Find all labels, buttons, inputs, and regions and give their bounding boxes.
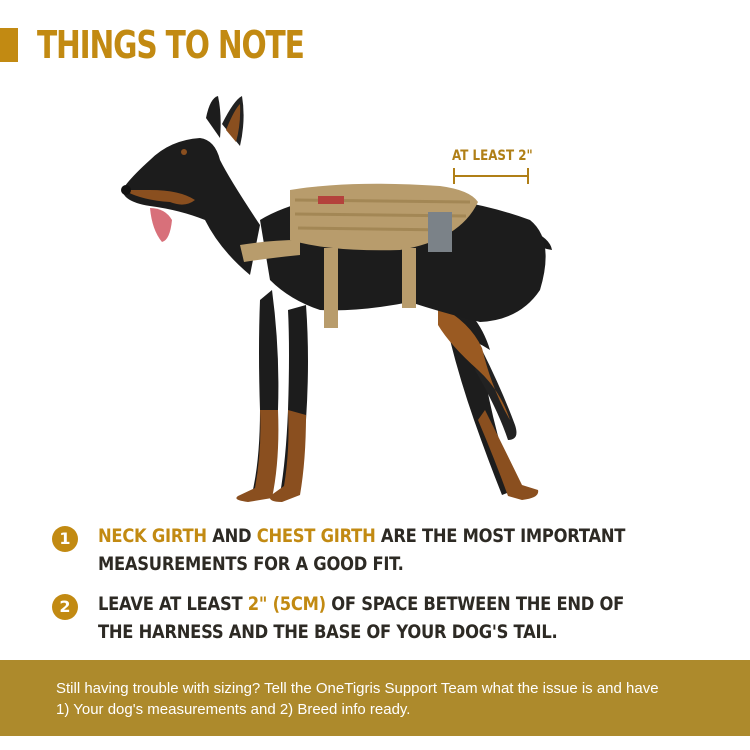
- note-1-text-part-1: AND: [206, 525, 257, 547]
- measure-label: AT LEAST 2": [452, 148, 533, 165]
- footer-line-1: Still having trouble with sizing? Tell the OneTigris Support Team what the issue is and have: [56, 680, 659, 697]
- note-2-text-part-2: OF SPACE BETWEEN THE END OF THE HARNESS AND THE BASE OF YOUR DOG'S TAIL.: [98, 593, 625, 643]
- dog-harness-image: [110, 90, 590, 520]
- note-1-number-badge: 1: [52, 526, 78, 552]
- space-highlight: 2" (5CM): [247, 593, 326, 615]
- support-footer: [0, 660, 750, 736]
- note-1-text: [98, 522, 648, 578]
- footer-line-2: 1) Your dog's measurements and 2) Breed info ready.: [56, 701, 411, 718]
- note-2-number-badge: 2: [52, 594, 78, 620]
- note-1-text-part-2: ARE THE MOST IMPORTANT MEASUREMENTS FOR A GOOD FIT.: [98, 525, 626, 575]
- measure-bracket: [454, 168, 528, 184]
- title-accent-bar: [0, 28, 18, 62]
- dog-illustration: [110, 90, 590, 520]
- note-2-text: [98, 590, 648, 646]
- note-2-text-part-1: LEAVE AT LEAST: [98, 593, 248, 615]
- chest-girth-highlight: CHEST GIRTH: [256, 525, 376, 547]
- page-title: THINGS TO NOTE: [37, 23, 304, 67]
- neck-girth-highlight: NECK GIRTH: [98, 525, 207, 547]
- footer-text: [56, 678, 716, 720]
